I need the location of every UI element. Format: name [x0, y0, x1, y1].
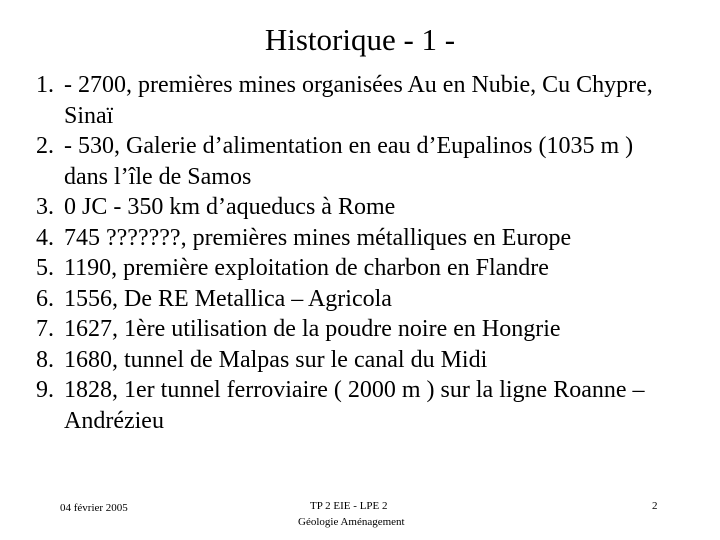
- footer-date: 04 février 2005: [60, 502, 128, 514]
- item-text: 1556, De RE Metallica – Agricola: [64, 285, 392, 312]
- item-number: 4.: [36, 224, 54, 251]
- item-number: 5.: [36, 255, 54, 281]
- item-text: 1680, tunnel de Malpas sur le canal du Midi: [64, 346, 488, 373]
- item-number: 1.: [36, 72, 54, 98]
- list-item: [36, 192, 676, 223]
- item-number: 7.: [36, 316, 54, 342]
- item-number: 2.: [36, 133, 54, 159]
- list-item: [36, 314, 676, 345]
- item-number: 6.: [36, 285, 54, 312]
- list-item: [36, 70, 676, 131]
- list-item: [36, 131, 676, 192]
- list-item: [36, 253, 676, 284]
- list-item: [36, 223, 676, 254]
- item-number: 8.: [36, 346, 54, 373]
- footer-subtitle: Géologie Aménagement: [298, 516, 405, 528]
- item-text: 745 ???????, premières mines métalliques en Europe: [64, 224, 572, 251]
- item-text: 0 JC - 350 km d’aqueducs à Rome: [64, 194, 396, 220]
- list-item: [36, 345, 676, 376]
- item-text: 1627, 1ère utilisation de la poudre noire en Hongrie: [64, 316, 561, 342]
- page-number: 2: [652, 500, 658, 512]
- item-text: 1190, première exploitation de charbon en Flandre: [64, 255, 549, 281]
- list-item: [36, 375, 676, 436]
- list-item: [36, 284, 676, 315]
- item-number: 9.: [36, 377, 54, 403]
- item-number: 3.: [36, 194, 54, 220]
- item-text: 1828, 1er tunnel ferroviaire ( 2000 m ) sur la ligne Roanne – Andrézieu: [64, 377, 645, 434]
- slide-title: Historique - 1 -: [264, 22, 456, 57]
- item-text: - 2700, premières mines organisées Au en Nubie, Cu Chypre, Sinaï: [64, 72, 653, 129]
- footer-course: TP 2 EIE - LPE 2: [310, 500, 388, 512]
- history-list: [36, 70, 676, 436]
- item-text: - 530, Galerie d’alimentation en eau d’Eupalinos (1035 m ) dans l’île de Samos: [64, 133, 634, 190]
